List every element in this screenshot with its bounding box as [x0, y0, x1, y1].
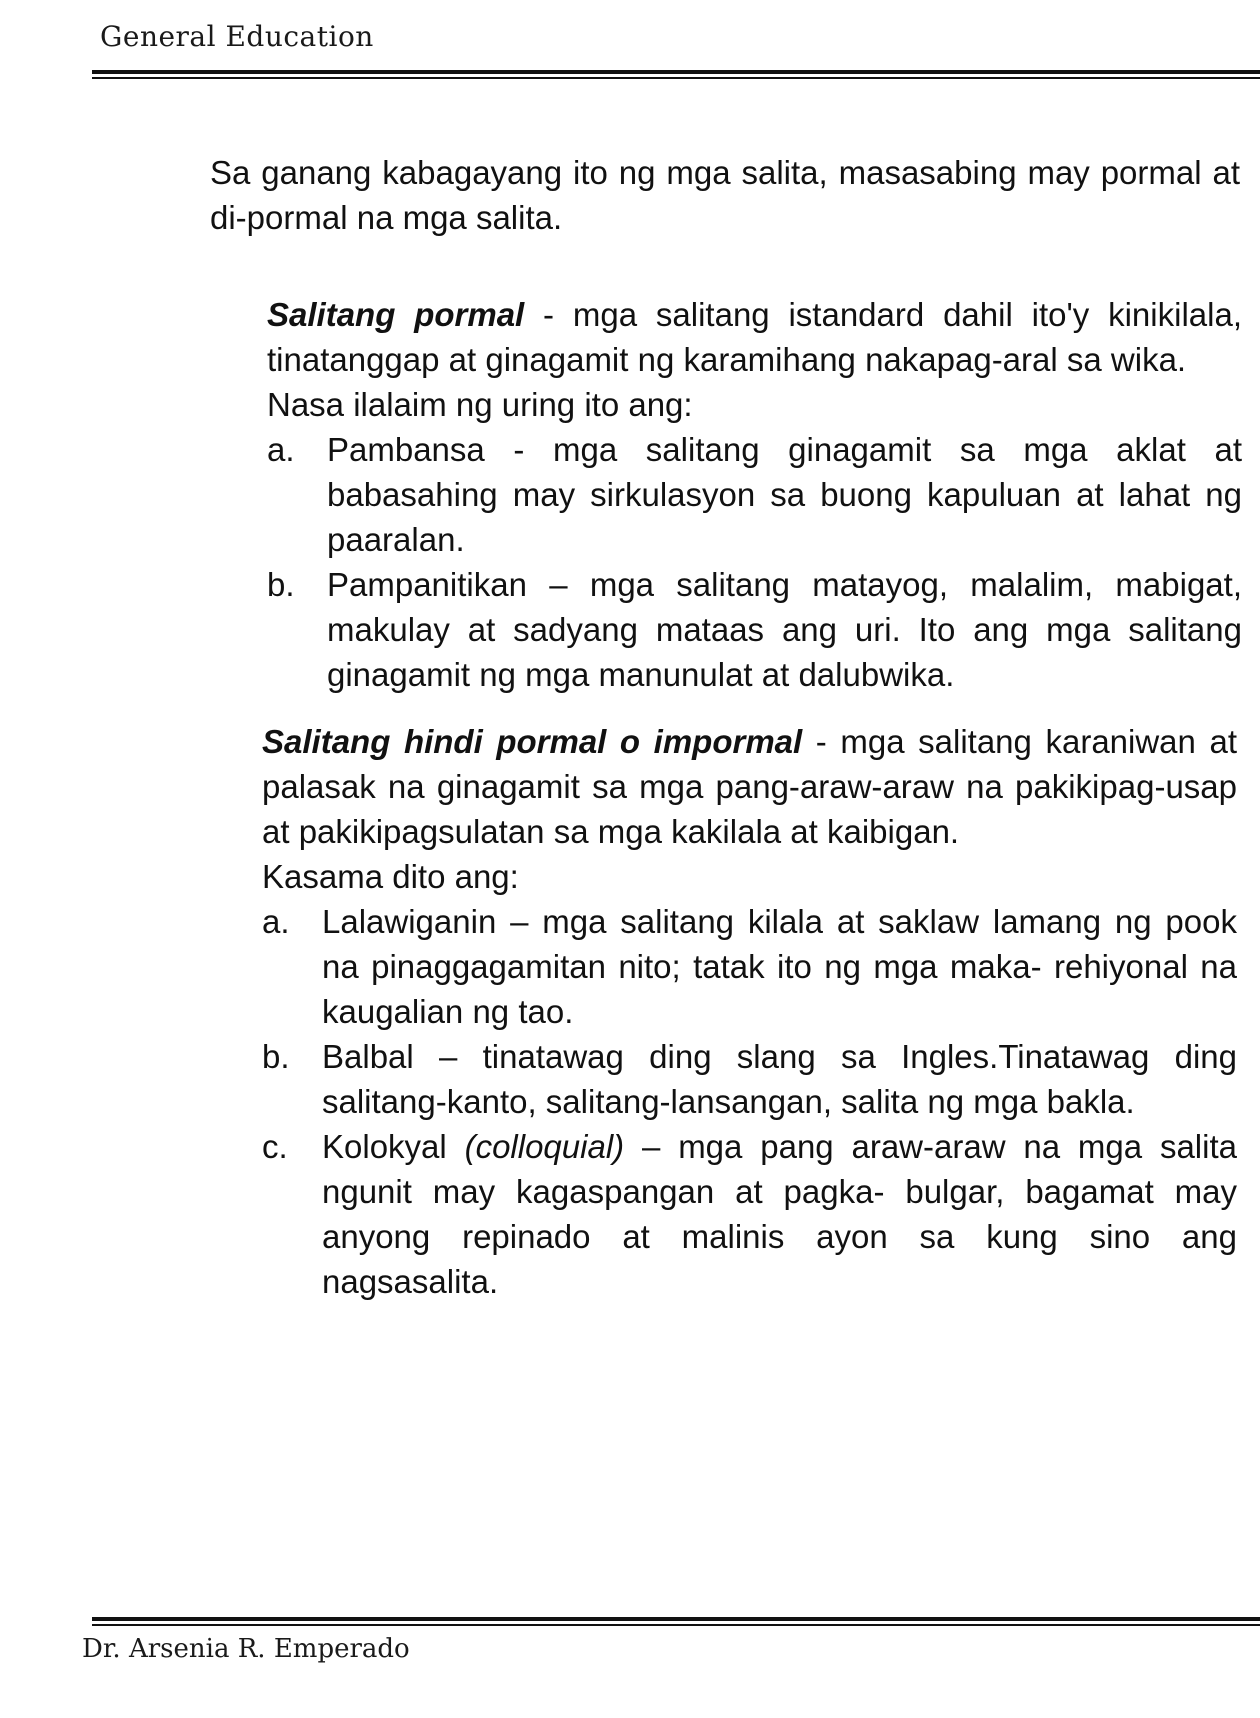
formal-words-section: [267, 292, 1242, 697]
formal-intro-line: Nasa ilalaim ng uring ito ang:: [267, 386, 693, 423]
formal-list: [267, 427, 1242, 697]
informal-definition: [262, 719, 1237, 854]
list-item-emphasis: (colloquial): [464, 1128, 625, 1165]
list-marker: a.: [262, 903, 290, 940]
list-marker: a.: [267, 431, 295, 468]
intro-text: Sa ganang kabagayang ito ng mga salita, masasabing may pormal at di-pormal na mga salita.: [210, 154, 1240, 236]
intro-paragraph: [210, 150, 1240, 240]
formal-term: Salitang pormal: [267, 296, 525, 333]
list-item-text: Pampanitikan – mga salitang matayog, malalim, mabigat, makulay at sadyang mataas ang uri. Ito ang mga salitang ginagamit ng mga manunulat at dalubwika.: [327, 566, 1242, 693]
informal-list: [262, 899, 1237, 1304]
list-marker: b.: [267, 566, 295, 603]
formal-definition: [267, 292, 1242, 382]
informal-words-section: [262, 719, 1237, 1304]
footer-rule: [92, 1617, 1260, 1626]
list-item-text: Lalawiganin – mga salitang kilala at saklaw lamang ng pook na pinaggagamitan nito; tatak ito ng mga maka- rehiyonal na kaugalian ng tao.: [322, 903, 1237, 1030]
list-item-text: Pambansa - mga salitang ginagamit sa mga aklat at babasahing may sirkulasyon sa buong kapuluan at lahat ng paaralan.: [327, 431, 1242, 558]
page-header-title: General Education: [100, 20, 374, 53]
header-rule: [92, 70, 1260, 79]
informal-definition-text: - mga salitang karaniwan at palasak na ginagamit sa mga pang-araw-araw na pakikipag-usap at pakikipagsulatan sa mga kakilala at kaibigan.: [262, 723, 1237, 850]
formal-definition-text: - mga salitang istandard dahil ito'y kinikilala, tinatanggap at ginagamit ng karamihang nakapag-aral sa wika.: [267, 296, 1242, 378]
footer-author: Dr. Arsenia R. Emperado: [82, 1634, 410, 1664]
list-item: [262, 1124, 1237, 1304]
list-item: [262, 1034, 1237, 1124]
list-item: [267, 427, 1242, 562]
list-item-text: Balbal – tinatawag ding slang sa Ingles.Tinatawag ding salitang-kanto, salitang-lansangan, salita ng mga bakla.: [322, 1038, 1237, 1120]
informal-intro-line: Kasama dito ang:: [262, 858, 519, 895]
list-marker: b.: [262, 1038, 290, 1075]
list-item-lead: Kolokyal: [322, 1128, 465, 1165]
list-item-text: – mga pang araw-araw na mga salita ngunit may kagaspangan at pagka- bulgar, bagamat may anyong repinado at malinis ayon sa kung sino ang nagsasalita.: [322, 1128, 1237, 1300]
list-marker: c.: [262, 1128, 288, 1165]
list-item: [262, 899, 1237, 1034]
informal-term: Salitang hindi pormal o impormal: [262, 723, 803, 760]
list-item: [267, 562, 1242, 697]
